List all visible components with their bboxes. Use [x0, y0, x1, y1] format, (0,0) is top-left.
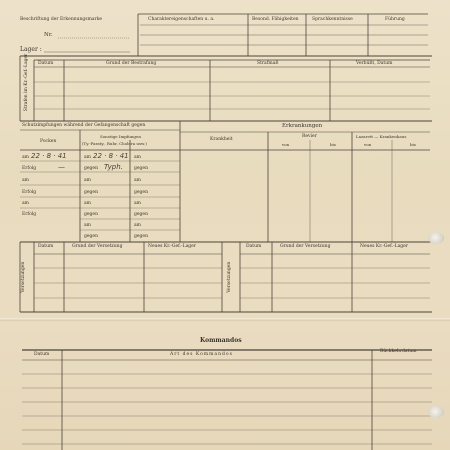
pocken-erfolg-handwritten: —: [58, 163, 65, 171]
versetzungen-left-side-label: Versetzungen: [20, 261, 26, 293]
pocken-erfolg3-label: Erfolg: [22, 212, 37, 217]
conduct-label: Führung: [385, 17, 405, 22]
sonstige-gegen-handwritten: Typh.: [104, 163, 123, 171]
sonstige-am2-label: am: [84, 178, 91, 183]
strafen-side-label: Strafen im Kr.-Gef.-Lager: [23, 53, 29, 112]
erkrankungen-col-lazarett: Lazarett — Krankenhaus: [356, 134, 407, 139]
strafen-col-strafmass: Strafmaß: [257, 61, 279, 66]
service-label: Beschriftung der Erkennungsmarke: [20, 17, 103, 22]
lazarett-von: von: [364, 142, 372, 147]
col3-am-label: am: [134, 155, 141, 160]
pocken-am-label: am: [22, 155, 29, 160]
col3-gegen4-label: gegen: [134, 234, 148, 239]
punch-hole-top: [428, 232, 444, 244]
col3-gegen3-label: gegen: [134, 212, 148, 217]
col3-am3-label: am: [134, 201, 141, 206]
impfungen-title: Schutzimpfungen während der Gefangenschaft gegen: [22, 123, 146, 128]
lazarett-bis: bis: [410, 142, 416, 147]
erkrankungen-col-revier: Revier: [302, 134, 317, 139]
pocken-am-handwritten: 22 · 8 · 41: [31, 152, 67, 160]
sonstige-gegen-label: gegen: [84, 166, 98, 171]
impfungen-col-pocken: Pocken: [40, 139, 57, 144]
vers-left-col-grund: Grund der Versetzung: [72, 244, 123, 249]
strafen-col-grund: Grund der Bestrafung: [106, 61, 157, 66]
kommandos-title: Kommandos: [200, 337, 242, 344]
sonstige-am3-label: am: [84, 201, 91, 206]
erkrankungen-col-krankheit: Krankheit: [210, 137, 233, 142]
vers-left-col-datum: Datum: [38, 244, 54, 249]
col3-gegen-label: gegen: [134, 166, 148, 171]
impfungen-col-sonstige: Sonstige Impfungen: [100, 134, 141, 139]
pocken-erfolg-label: Erfolg: [22, 166, 37, 171]
character-label: Charaktereigenschaften u. a.: [148, 17, 215, 22]
lager-label: Lager :: [20, 46, 42, 53]
pocken-am2-label: am: [22, 178, 29, 183]
language-label: Sprachkenntnisse: [312, 17, 353, 22]
kommandos-col-rueck: Rückkehrdatum: [380, 349, 417, 354]
versetzungen-right-side-label: Versetzungen: [226, 261, 232, 293]
sonstige-gegen2-label: gegen: [84, 190, 98, 195]
paper-fold: [0, 318, 450, 321]
skills-label: Besond. Fähigkeiten: [252, 17, 299, 22]
kommandos-col-art: Art des Kommandos: [170, 352, 233, 357]
erkrankungen-title: Erkrankungen: [282, 123, 323, 129]
sonstige-gegen4-label: gegen: [84, 234, 98, 239]
pocken-erfolg2-label: Erfolg: [22, 190, 37, 195]
sonstige-am-label: am: [84, 155, 91, 160]
vers-right-col-lager: Neues Kr.-Gef.-Lager: [360, 244, 408, 249]
col3-gegen2-label: gegen: [134, 190, 148, 195]
col3-am4-label: am: [134, 223, 141, 228]
sonstige-am4-label: am: [84, 223, 91, 228]
revier-bis: bis: [330, 142, 336, 147]
impfungen-col-sonstige-sub: (Ty.-Paraty., Ruhr, Cholera usw.): [82, 141, 147, 146]
kommandos-col-datum: Datum: [34, 352, 50, 357]
col3-am2-label: am: [134, 178, 141, 183]
sonstige-am-handwritten: 22 · 8 · 41: [93, 152, 129, 160]
revier-von: von: [282, 142, 290, 147]
punch-hole-bottom: [428, 406, 444, 418]
nr-label: Nr.: [44, 32, 53, 38]
vers-right-col-datum: Datum: [246, 244, 262, 249]
vers-right-col-grund: Grund der Versetzung: [280, 244, 331, 249]
sonstige-gegen3-label: gegen: [84, 212, 98, 217]
vers-left-col-lager: Neues Kr.-Gef.-Lager: [148, 244, 196, 249]
strafen-col-verbuesst: Verbüßt, Datum: [356, 61, 393, 66]
strafen-col-datum: Datum: [38, 61, 54, 66]
pocken-am3-label: am: [22, 201, 29, 206]
